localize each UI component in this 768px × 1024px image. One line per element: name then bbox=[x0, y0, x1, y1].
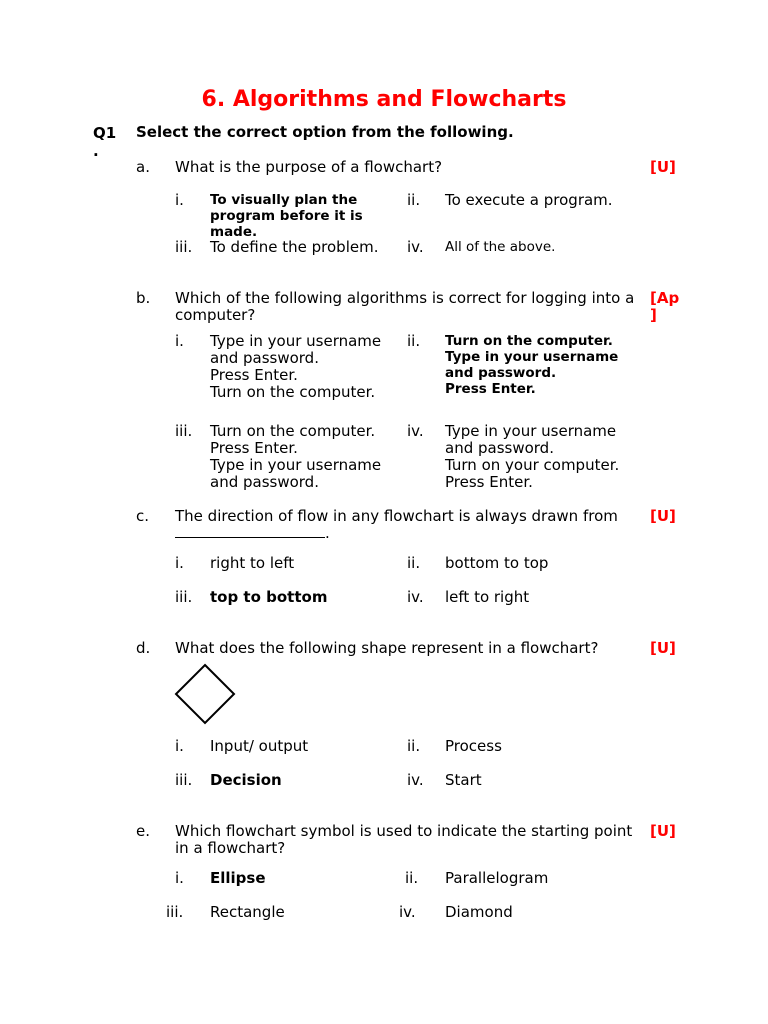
question-c-letter: c. bbox=[136, 507, 150, 525]
option-e-ii-num: ii. bbox=[405, 869, 419, 887]
option-a-iv-text[interactable]: All of the above. bbox=[445, 239, 556, 255]
question-b-text: Which of the following algorithms is correct for logging into a computer? bbox=[175, 289, 635, 324]
option-a-i-text[interactable] bbox=[210, 192, 395, 240]
option-a-i-num: i. bbox=[175, 191, 184, 209]
option-c-i-num: i. bbox=[175, 554, 184, 572]
option-a-ii-text[interactable]: To execute a program. bbox=[445, 191, 613, 209]
question-d-text: What does the following shape represent in a flowchart? bbox=[175, 639, 599, 657]
option-c-ii-text[interactable]: bottom to top bbox=[445, 554, 549, 572]
question-a-text: What is the purpose of a flowchart? bbox=[175, 158, 443, 176]
option-b-ii-text[interactable]: Turn on the computer. Type in your username and password. Press Enter. bbox=[445, 333, 619, 397]
question-number: Q1 . bbox=[93, 124, 117, 160]
option-b-iv-text[interactable]: Type in your username and password. Turn on your computer. Press Enter. bbox=[445, 422, 620, 491]
question-c-text-main: The direction of flow in any flowchart is always drawn from bbox=[175, 507, 618, 525]
option-c-ii-num: ii. bbox=[407, 554, 421, 572]
option-e-iv-num: iv. bbox=[399, 903, 416, 921]
question-heading: Select the correct option from the following. bbox=[136, 123, 514, 141]
option-a-iv-num: iv. bbox=[407, 238, 424, 256]
option-b-i-text[interactable]: Type in your username and password. Press Enter. Turn on the computer. bbox=[210, 332, 382, 401]
option-e-i-text[interactable]: Ellipse bbox=[210, 869, 266, 887]
option-c-iii-text[interactable]: top to bottom bbox=[210, 588, 328, 606]
option-b-ii-num: ii. bbox=[407, 332, 421, 350]
question-c-tag: [U] bbox=[650, 507, 676, 525]
question-b-letter: b. bbox=[136, 289, 151, 307]
option-d-i-text[interactable]: Input/ output bbox=[210, 737, 309, 755]
diamond-shape bbox=[173, 662, 237, 726]
question-e-text: Which flowchart symbol is used to indicate the starting point in a flowchart? bbox=[175, 822, 633, 857]
option-a-iii-text[interactable]: To define the problem. bbox=[210, 238, 379, 256]
option-c-i-text[interactable]: right to left bbox=[210, 554, 295, 572]
option-e-iv-text[interactable]: Diamond bbox=[445, 903, 513, 921]
option-c-iv-text[interactable]: left to right bbox=[445, 588, 530, 606]
option-b-iii-text[interactable]: Turn on the computer. Press Enter. Type in your username and password. bbox=[210, 422, 382, 491]
page-title: 6. Algorithms and Flowcharts bbox=[201, 87, 567, 112]
option-c-iii-num: iii. bbox=[175, 588, 193, 606]
question-a-tag: [U] bbox=[650, 158, 676, 176]
question-b-tag: [Ap ] bbox=[650, 289, 680, 324]
question-a-letter: a. bbox=[136, 158, 150, 176]
option-a-ii-num: ii. bbox=[407, 191, 421, 209]
question-c-text bbox=[175, 508, 645, 542]
option-b-iv-num: iv. bbox=[407, 422, 424, 440]
option-a-i-bold: To visually plan the program before it is made. bbox=[210, 192, 363, 240]
option-e-i-num: i. bbox=[175, 869, 184, 887]
option-d-ii-text[interactable]: Process bbox=[445, 737, 502, 755]
option-e-iii-num: iii. bbox=[166, 903, 184, 921]
answer-blank bbox=[175, 525, 325, 538]
option-d-iii-num: iii. bbox=[175, 771, 193, 789]
option-e-iii-text[interactable]: Rectangle bbox=[210, 903, 285, 921]
question-d-letter: d. bbox=[136, 639, 151, 657]
option-d-iv-text[interactable]: Start bbox=[445, 771, 482, 789]
option-d-iii-text[interactable]: Decision bbox=[210, 771, 282, 789]
option-d-iv-num: iv. bbox=[407, 771, 424, 789]
option-c-iv-num: iv. bbox=[407, 588, 424, 606]
option-e-ii-text[interactable]: Parallelogram bbox=[445, 869, 549, 887]
option-b-iii-num: iii. bbox=[175, 422, 193, 440]
option-d-ii-num: ii. bbox=[407, 737, 421, 755]
question-d-tag: [U] bbox=[650, 639, 676, 657]
option-d-i-num: i. bbox=[175, 737, 184, 755]
option-a-iii-num: iii. bbox=[175, 238, 193, 256]
question-c-text-end: . bbox=[325, 524, 330, 542]
question-e-letter: e. bbox=[136, 822, 150, 840]
question-e-tag: [U] bbox=[650, 822, 676, 840]
option-b-i-num: i. bbox=[175, 332, 184, 350]
